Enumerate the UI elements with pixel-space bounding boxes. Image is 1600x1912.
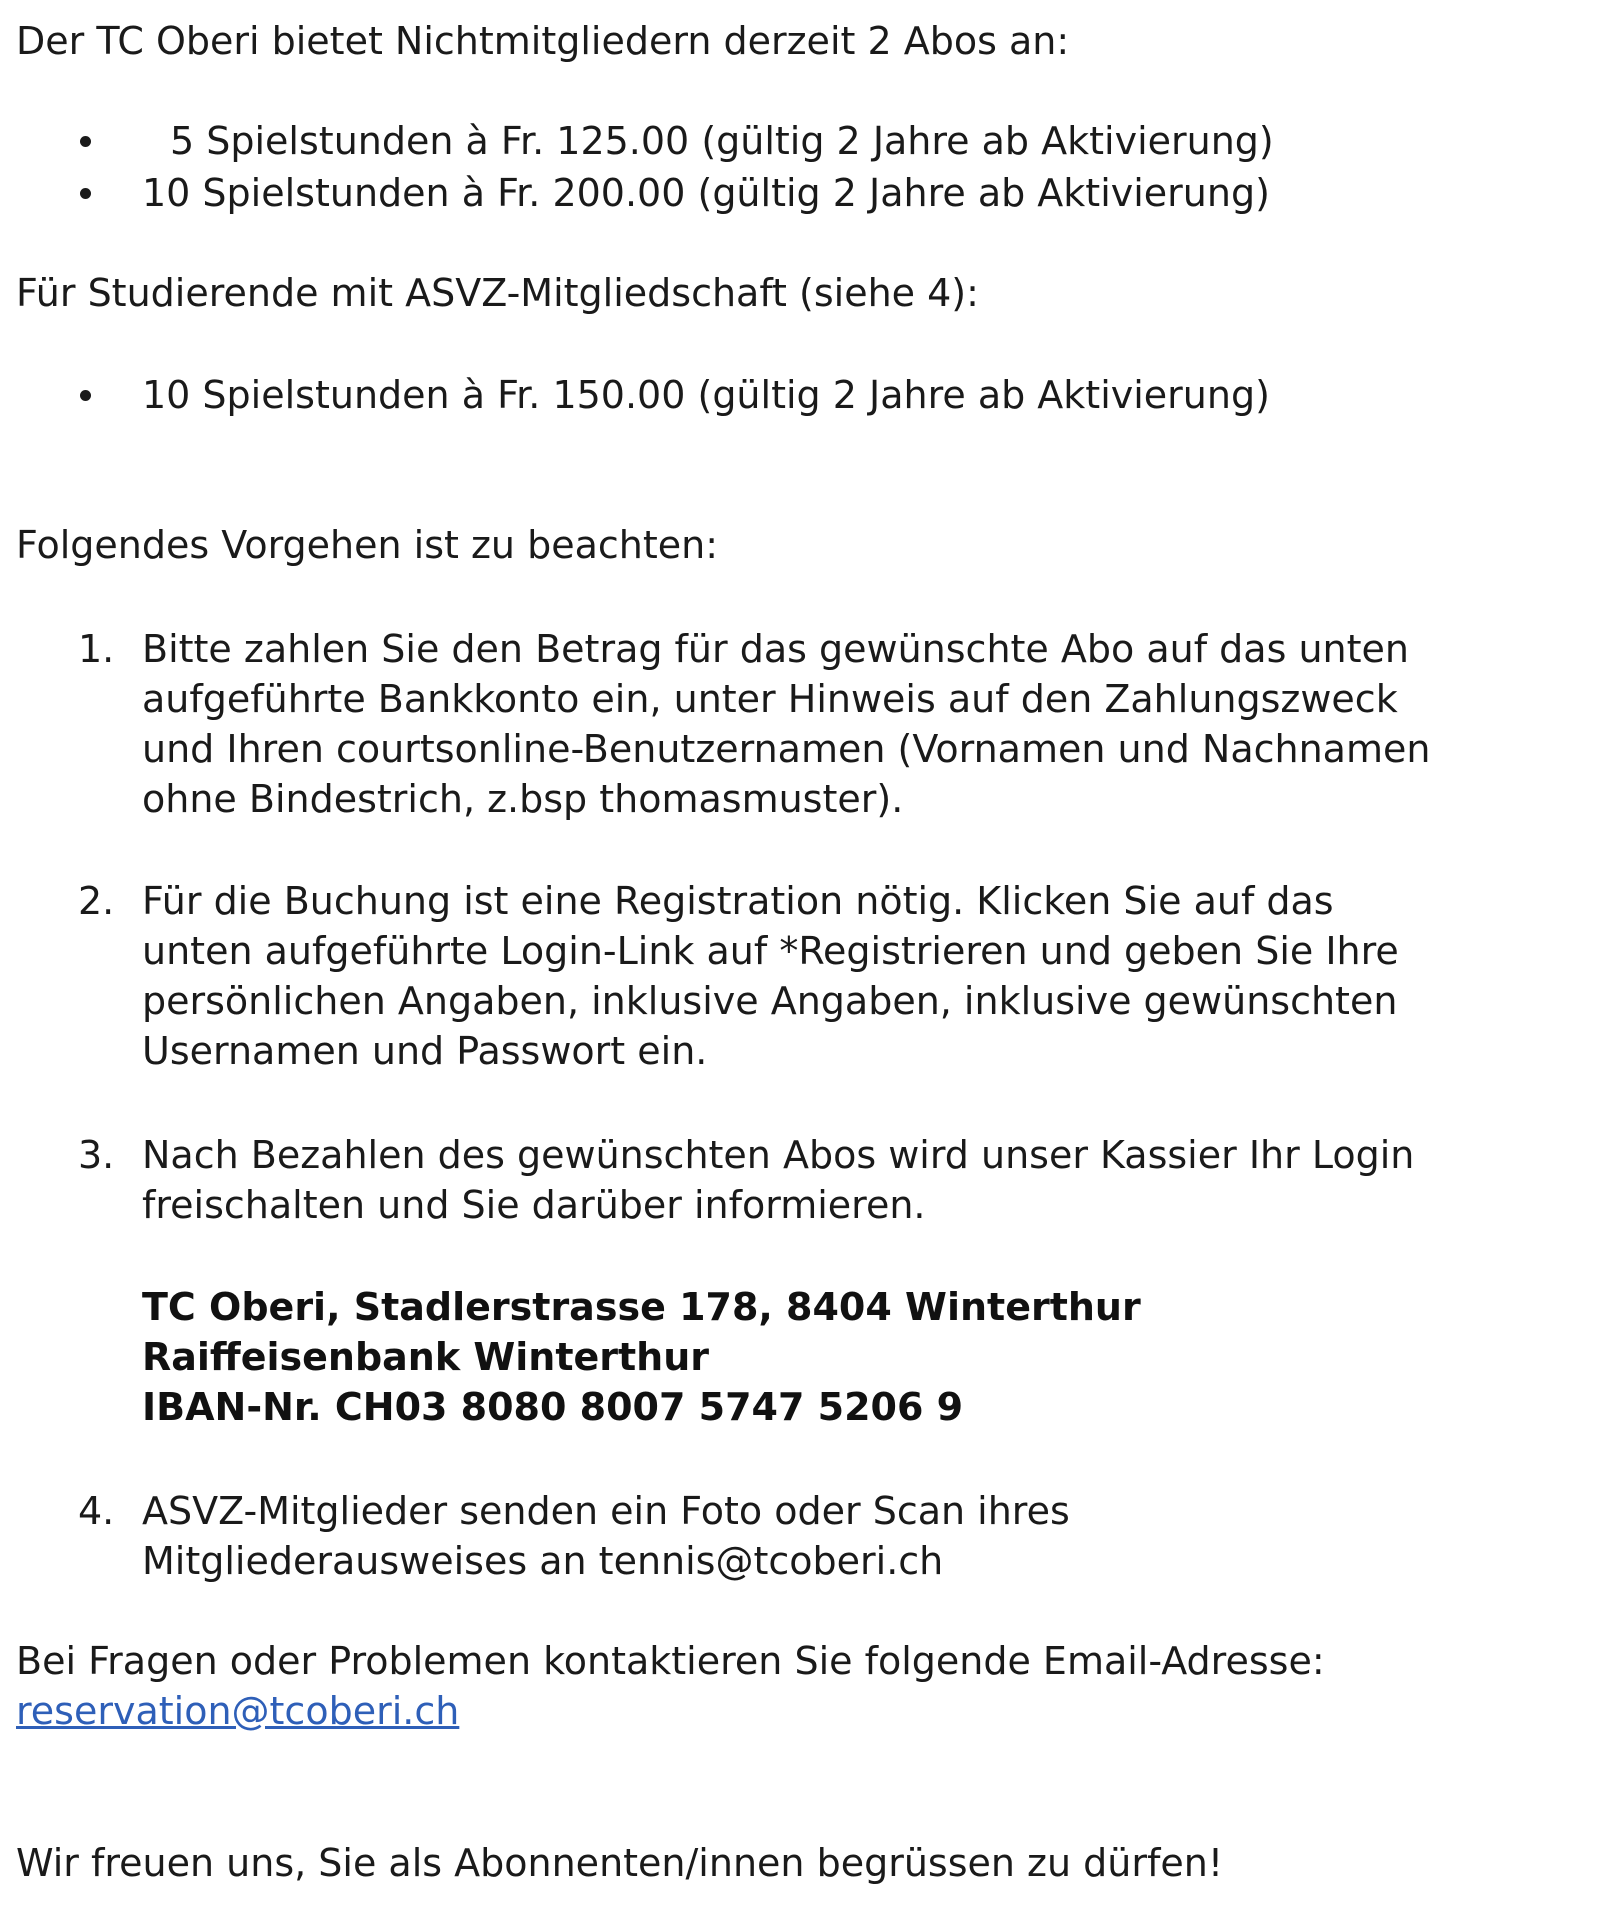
contact-email-link[interactable]: reservation@tcoberi.ch — [16, 1689, 460, 1733]
step-line: Nach Bezahlen des gewünschten Abos wird unser Kassier Ihr Login — [142, 1133, 1415, 1177]
offer-text: 10 Spielstunden à Fr. 200.00 (gültig 2 Jahre ab Aktivierung) — [142, 171, 1270, 215]
procedure-intro-text: Folgendes Vorgehen ist zu beachten: — [16, 523, 719, 567]
step-line: Bitte zahlen Sie den Betrag für das gewünschte Abo auf das unten — [142, 627, 1409, 671]
step-line: ohne Bindestrich, z.bsp thomasmuster). — [142, 777, 904, 821]
bank-address: TC Oberi, Stadlerstrasse 178, 8404 Winterthur — [142, 1285, 1141, 1329]
step-number: 4. — [78, 1489, 115, 1533]
step-line: freischalten und Sie darüber informieren. — [142, 1183, 926, 1227]
bullet-icon — [80, 188, 91, 199]
bank-name: Raiffeisenbank Winterthur — [142, 1335, 710, 1379]
intro-text: Der TC Oberi bietet Nichtmitgliedern derzeit 2 Abos an: — [16, 19, 1070, 63]
contact-text: Bei Fragen oder Problemen kontaktieren Sie folgende Email-Adresse: — [16, 1639, 1325, 1683]
closing-text: Wir freuen uns, Sie als Abonnenten/innen begrüssen zu dürfen! — [16, 1841, 1224, 1885]
offer-text: 10 Spielstunden à Fr. 150.00 (gültig 2 Jahre ab Aktivierung) — [142, 373, 1270, 417]
step-line: persönlichen Angaben, inklusive Angaben, inklusive gewünschten — [142, 979, 1398, 1023]
step-number: 3. — [78, 1133, 115, 1177]
step-line: und Ihren courtsonline-Benutzernamen (Vornamen und Nachnamen — [142, 727, 1431, 771]
step-line: Usernamen und Passwort ein. — [142, 1029, 708, 1073]
step-line: Für die Buchung ist eine Registration nötig. Klicken Sie auf das — [142, 879, 1334, 923]
step-number: 2. — [78, 879, 115, 923]
students-intro-text: Für Studierende mit ASVZ-Mitgliedschaft (siehe 4): — [16, 271, 979, 315]
step-line: unten aufgeführte Login-Link auf *Registrieren und geben Sie Ihre — [142, 929, 1399, 973]
step-line: Mitgliederausweises an tennis@tcoberi.ch — [142, 1539, 944, 1583]
bank-iban: IBAN-Nr. CH03 8080 8007 5747 5206 9 — [142, 1385, 964, 1429]
step-line: ASVZ-Mitglieder senden ein Foto oder Scan ihres — [142, 1489, 1070, 1533]
bullet-icon — [80, 390, 91, 401]
step-line: aufgeführte Bankkonto ein, unter Hinweis auf den Zahlungszweck — [142, 677, 1398, 721]
step-number: 1. — [78, 627, 115, 671]
offer-text: 5 Spielstunden à Fr. 125.00 (gültig 2 Jahre ab Aktivierung) — [170, 119, 1274, 163]
bullet-icon — [80, 136, 91, 147]
